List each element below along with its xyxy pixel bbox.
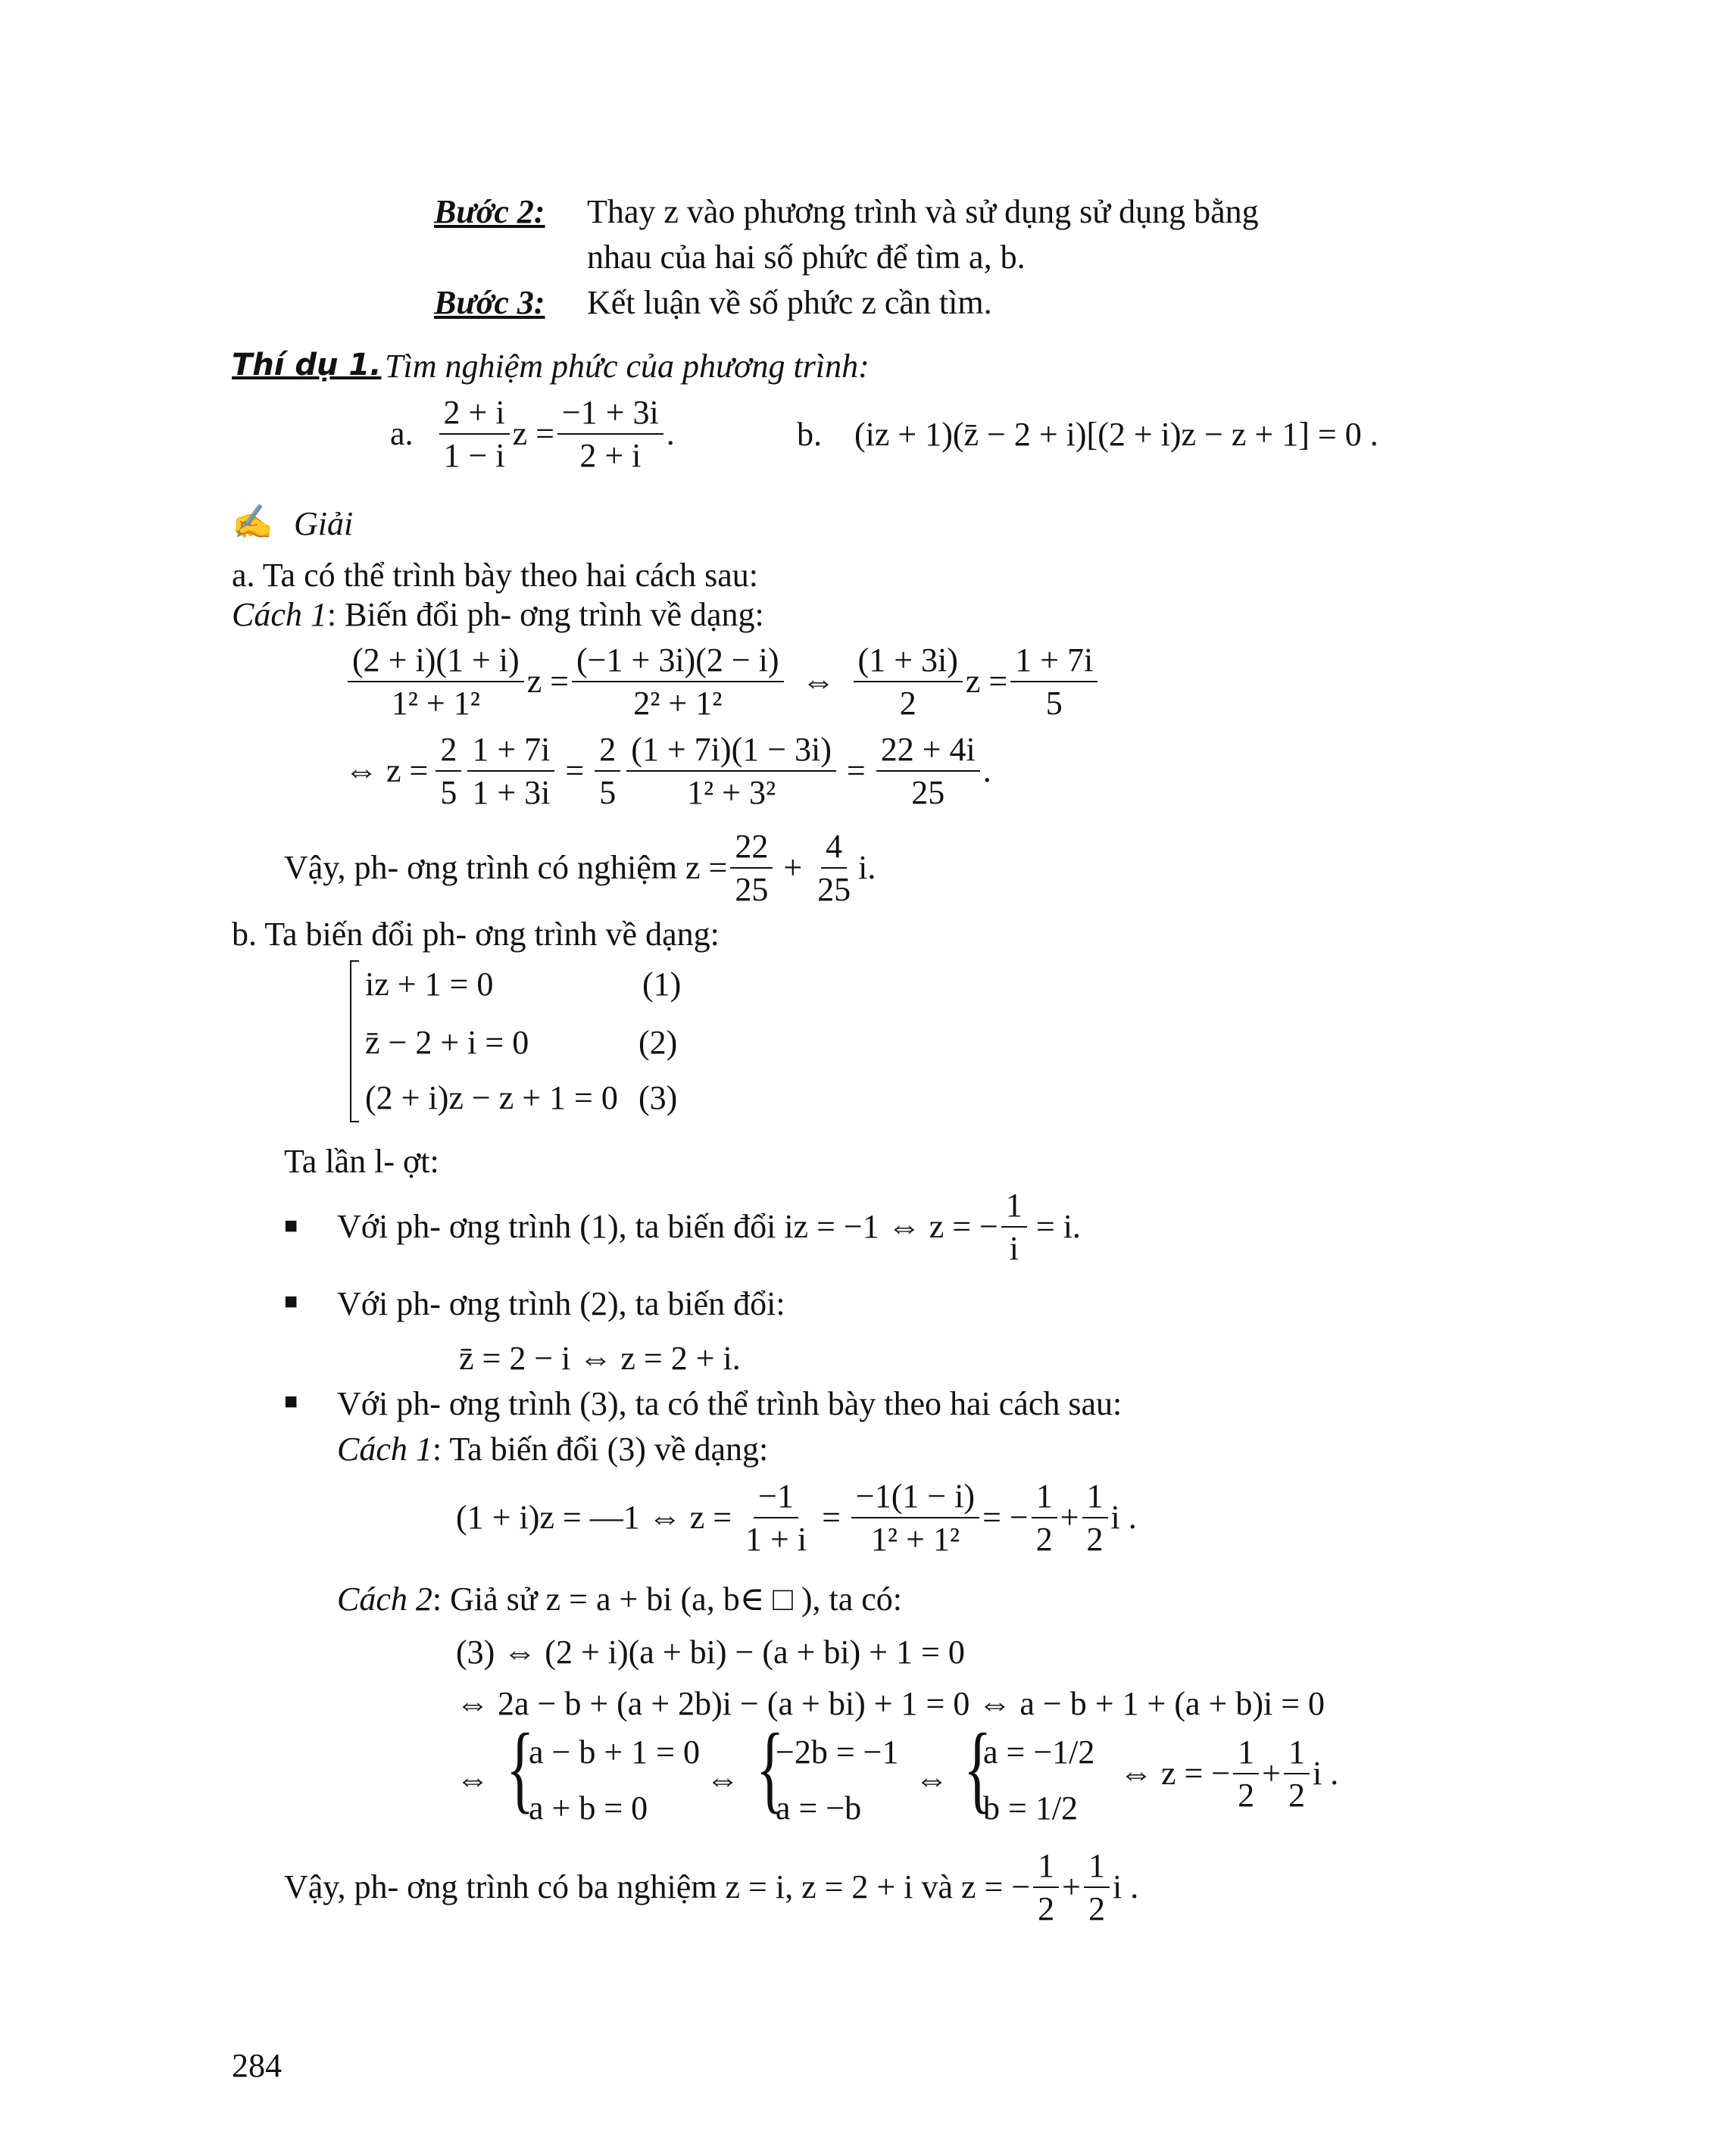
- numerator: 1: [1033, 1845, 1059, 1888]
- fraction: [467, 729, 554, 813]
- numerator: 1: [1082, 1475, 1108, 1518]
- equals-sign: =: [565, 752, 585, 789]
- equation-end: .: [666, 415, 675, 452]
- numerator: 22: [730, 825, 773, 869]
- fraction: [1033, 1845, 1059, 1930]
- fraction: [1233, 1731, 1259, 1816]
- plus-sign: +: [1060, 1499, 1079, 1536]
- denominator: 2 + i: [579, 437, 642, 474]
- numerator: 1: [1284, 1731, 1310, 1774]
- system-eq-2: z̄ − 2 + i = 0: [365, 1024, 529, 1061]
- plus-sign: +: [1262, 1755, 1281, 1792]
- derivation-line-1: [345, 636, 1101, 727]
- plus-sign: +: [783, 849, 803, 886]
- system-eq-1: iz + 1 = 0: [365, 966, 494, 1003]
- numerator: −1(1 − i): [851, 1475, 979, 1518]
- equation-part: z =: [512, 415, 554, 452]
- iff-symbol: ⇔: [456, 1761, 489, 1798]
- bullet-icon: ■: [284, 1289, 298, 1314]
- solution-header: Giải: [294, 505, 354, 542]
- fraction: [595, 729, 620, 813]
- denominator: 2: [1288, 1777, 1305, 1814]
- system-tag-1: (1): [642, 966, 682, 1003]
- system-2-eq-2: a = −b: [776, 1790, 862, 1827]
- equation-end: i.: [858, 849, 876, 886]
- conclusion-text: Vậy, ph- ơng trình có nghiệm z =: [284, 849, 728, 886]
- step-2-label: Bước 2:: [434, 193, 545, 230]
- c1-text: : Ta biến đổi (3) về dạng:: [432, 1431, 769, 1468]
- bullet-3-text: Với ph- ơng trình (3), ta có thể trình bày theo hai cách sau:: [337, 1385, 1122, 1422]
- bullet-icon: ■: [284, 1389, 298, 1414]
- brace: {: [756, 1714, 785, 1823]
- cach1-line: [232, 598, 764, 632]
- example-a-equation: [390, 392, 675, 476]
- system-eq-3: (2 + i)z − z + 1 = 0: [365, 1079, 618, 1116]
- fraction: [741, 1475, 811, 1560]
- denominator: 1 + i: [745, 1521, 807, 1558]
- denominator: 2: [1035, 1521, 1053, 1558]
- fraction: [813, 825, 855, 910]
- denominator: 2: [1086, 1521, 1104, 1558]
- page-number: 284: [232, 2047, 282, 2084]
- numerator: 4: [821, 825, 847, 869]
- numerator: −1 + 3i: [557, 392, 663, 435]
- denominator: 5: [440, 774, 457, 811]
- denominator: 25: [817, 871, 851, 908]
- fraction: [557, 392, 663, 476]
- numerator: 2 + i: [439, 392, 510, 435]
- equation-part: ⇔ z = −: [1119, 1755, 1231, 1792]
- step-2-text-line1: Thay z vào phương trình và sử dụng sử dụng bằng: [587, 193, 1259, 230]
- equation-part: z =: [965, 663, 1008, 700]
- equation-end: .: [982, 752, 991, 789]
- numerator: (−1 + 3i)(2 − i): [572, 639, 784, 682]
- denominator: 2: [899, 685, 916, 722]
- brace: {: [963, 1714, 992, 1823]
- fraction: [1082, 1475, 1108, 1560]
- numerator: −1: [754, 1475, 798, 1518]
- fraction: [876, 729, 980, 813]
- bullet-2-equation: z̄ = 2 − i ⇔ z = 2 + i.: [459, 1340, 741, 1377]
- denominator: 2² + 1²: [633, 685, 723, 722]
- example-a-label: a.: [390, 415, 414, 452]
- denominator: i: [1009, 1230, 1019, 1267]
- cach1-label: Cách 1: [232, 596, 327, 633]
- fraction: [572, 639, 784, 724]
- equation-part: z =: [526, 663, 570, 700]
- equation-end: i .: [1313, 1755, 1339, 1792]
- numerator: 2: [436, 729, 461, 772]
- denominator: 2: [1238, 1777, 1255, 1814]
- fraction: [626, 729, 836, 813]
- c2-line-1: (3) ⇔ (2 + i)(a + bi) − (a + bi) + 1 = 0: [456, 1634, 965, 1671]
- equation-part: = −: [982, 1499, 1029, 1536]
- denominator: 2: [1088, 1890, 1105, 1927]
- part-b-intro: b. Ta biến đổi ph- ơng trình về dạng:: [232, 916, 720, 953]
- c2-result: [1119, 1728, 1338, 1819]
- system-3-eq-1: a = −1/2: [983, 1734, 1095, 1771]
- numerator: 1: [1032, 1475, 1057, 1518]
- system-1-eq-2: a + b = 0: [529, 1790, 648, 1827]
- denominator: 25: [911, 774, 945, 811]
- c2-label: Cách 2: [337, 1581, 432, 1618]
- denominator: 5: [599, 774, 617, 811]
- equation-end: i .: [1112, 1868, 1139, 1905]
- numerator: 1: [1084, 1845, 1110, 1888]
- numerator: 22 + 4i: [876, 729, 980, 772]
- fraction: [1084, 1845, 1110, 1930]
- fraction: [1284, 1731, 1310, 1816]
- step-2-text-line2: nhau của hai số phức để tìm a, b.: [587, 239, 1026, 276]
- system-bracket: [350, 960, 359, 1122]
- iff-symbol: ⇔: [801, 663, 835, 700]
- system-3-eq-2: b = 1/2: [983, 1790, 1079, 1827]
- c1-line: [337, 1433, 768, 1466]
- cach1-text: : Biến đổi ph- ơng trình về dạng:: [326, 596, 764, 633]
- numerator: 2: [595, 729, 620, 772]
- denominator: 1 + 3i: [472, 774, 551, 811]
- iff-symbol: ⇔: [915, 1761, 948, 1798]
- final-text: Vậy, ph- ơng trình có ba nghiệm z = i, z = 2 + i và z = −: [284, 1868, 1031, 1905]
- equals-sign: =: [846, 752, 866, 789]
- part-a-intro: a. Ta có thể trình bày theo hai cách sau:: [232, 557, 758, 594]
- numerator: 1 + 7i: [1010, 639, 1097, 682]
- denominator: 1² + 1²: [870, 1521, 960, 1558]
- fraction: [1032, 1475, 1057, 1560]
- c2-line-2: ⇔ 2a − b + (a + 2b)i − (a + bi) + 1 = 0 ⇔ a − b + 1 + (a + b)i = 0: [456, 1685, 1325, 1722]
- bullet-icon: ■: [284, 1213, 298, 1238]
- equals-sign: =: [822, 1499, 841, 1536]
- fraction: [730, 825, 773, 910]
- denominator: 1 − i: [443, 437, 505, 474]
- system-tag-3: (3): [639, 1079, 678, 1116]
- numerator: (1 + 3i): [854, 639, 963, 682]
- c2-line: [337, 1583, 902, 1616]
- bullet-2-text: Với ph- ơng trình (2), ta biến đổi:: [337, 1285, 785, 1322]
- conclusion-a: [284, 822, 876, 913]
- denominator: 25: [735, 871, 769, 908]
- example-title: Thí dụ 1.: [232, 348, 382, 382]
- bullet-1-text: Với ph- ơng trình (1), ta biến đổi iz = −1 ⇔ z = −: [337, 1208, 998, 1245]
- fraction: [1001, 1184, 1027, 1269]
- system-1-eq-1: a − b + 1 = 0: [529, 1734, 700, 1771]
- system-tag-2: (2): [639, 1024, 678, 1061]
- example-b-equation: (iz + 1)(z̄ − 2 + i)[(2 + i)z − z + 1] = 0 .: [854, 416, 1378, 453]
- fraction: [854, 639, 963, 724]
- denominator: 1² + 3²: [686, 774, 776, 811]
- equation-part: ⇔ z =: [345, 752, 429, 789]
- numerator: 1: [1001, 1184, 1027, 1228]
- final-conclusion: [284, 1842, 1138, 1933]
- example-b-label: b.: [797, 416, 822, 453]
- c1-label: Cách 1: [337, 1431, 432, 1468]
- denominator: 5: [1045, 685, 1063, 722]
- fraction: [348, 639, 524, 724]
- step-3-text: Kết luận về số phức z cần tìm.: [587, 284, 992, 321]
- brace: {: [506, 1714, 535, 1823]
- numerator: 1: [1233, 1731, 1259, 1774]
- system-2-eq-1: −2b = −1: [776, 1734, 899, 1771]
- fraction: [851, 1475, 979, 1560]
- step-3-label: Bước 3:: [434, 284, 545, 321]
- equation-part: (1 + i)z = —1 ⇔ z =: [456, 1499, 732, 1536]
- fraction: [439, 392, 510, 476]
- pencil-icon: ✍: [232, 504, 273, 541]
- equation-end: i .: [1110, 1499, 1137, 1536]
- fraction: [1010, 639, 1097, 724]
- numerator: (1 + 7i)(1 − 3i): [626, 729, 836, 772]
- iff-symbol: ⇔: [706, 1761, 739, 1798]
- derivation-line-2: [345, 726, 991, 816]
- numerator: (2 + i)(1 + i): [348, 639, 524, 682]
- bullet-1-end: = i.: [1035, 1208, 1081, 1245]
- numerator: 1 + 7i: [467, 729, 554, 772]
- example-prompt: Tìm nghiệm phức của phương trình:: [385, 348, 870, 385]
- fraction: [436, 729, 461, 813]
- bullet-1: [337, 1181, 1081, 1272]
- plus-sign: +: [1062, 1868, 1081, 1905]
- c1-equation: [456, 1472, 1137, 1563]
- denominator: 2: [1038, 1890, 1055, 1927]
- sequence-intro: Ta lần l- ợt:: [284, 1143, 439, 1180]
- denominator: 1² + 1²: [391, 685, 480, 722]
- c2-text: : Giả sử z = a + bi (a, b∈ □ ), ta có:: [432, 1581, 903, 1618]
